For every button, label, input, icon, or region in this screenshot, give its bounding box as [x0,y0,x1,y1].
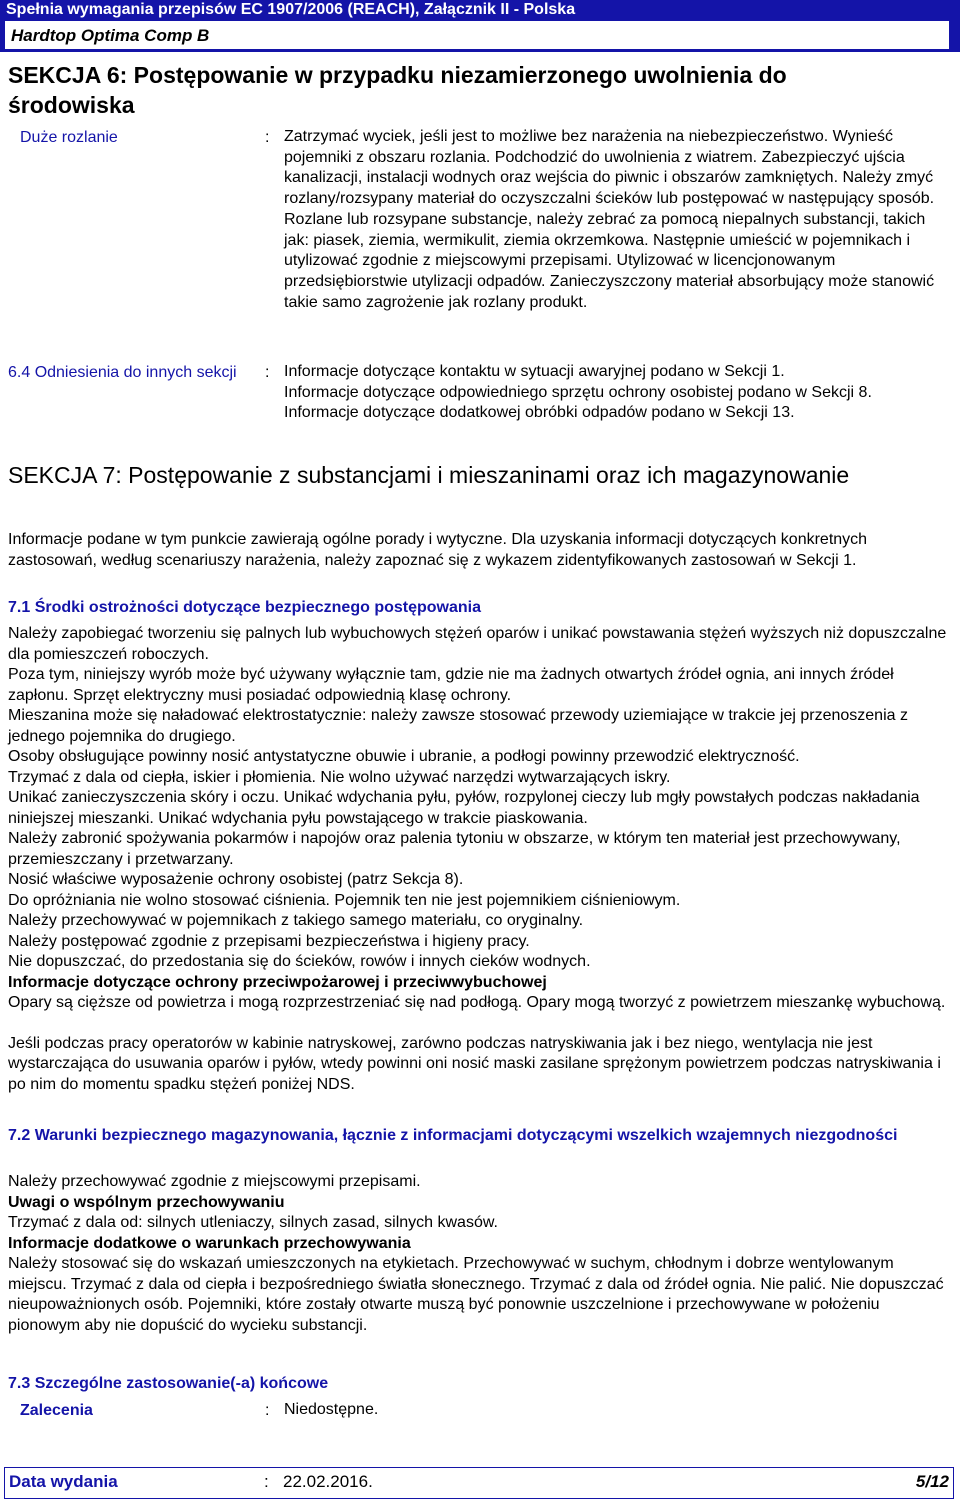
label-colon: : [265,129,270,146]
reference-line: Informacje dotyczące odpowiedniego sprzętu ochrony osobistej podano w Sekcji 8. [284,383,872,401]
common-storage-text: Trzymać z dala od: silnych utleniaczy, silnych zasad, silnych kwasów. [8,1214,498,1231]
document-header [0,0,960,52]
subsection-7-2-body [8,1172,954,1336]
section-6-title: SEKCJA 6: Postępowanie w przypadku niezamierzonego uwolnienia do środowiska [8,62,787,118]
references-label: 6.4 Odniesienia do innych sekcji [8,364,237,381]
page-number: 5/12 [915,1472,949,1491]
label-colon: : [265,1402,270,1419]
label-colon: : [264,1472,269,1491]
product-name: Hardtop Optima Comp B [11,26,210,45]
handling-line: Unikać zanieczyszczenia skóry i oczu. Unikać wdychania pyłu, pyłów, rozpylonej cieczy lub mgły powstałych podczas nakładania niniejszej mieszanki. Unikać wdychania pyłu powstającego w trakcie piaskowania. [8,789,920,827]
fire-protection-text: Opary są cięższe od powietrza i mogą rozprzestrzeniać się nad podłogą. Opary mogą tworzyć z powietrzem mieszankę wybuchową. [8,994,946,1011]
extra-storage-heading: Informacje dodatkowe o warunkach przechowywania [8,1234,411,1252]
handling-line: Poza tym, niniejszy wyrób może być używany wyłącznie tam, gdzie nie ma żadnych otwartych źródeł ognia, ani innych źródeł zapłonu. Sprzęt elektryczny musi posiadać odpowiednią klasę ochrony. [8,666,894,704]
handling-line: Należy zapobiegać tworzeniu się palnych lub wybuchowych stężeń oparów i unikać powstawania stężeń wyższych niż dopuszczalne dla pomieszczeń roboczych. [8,625,947,663]
storage-text: Należy przechowywać zgodnie z miejscowymi przepisami. [8,1173,421,1190]
spray-booth-text: Jeśli podczas pracy operatorów w kabinie natryskowej, zarówno podczas natryskiwania jak i bez niego, wentylacja nie jest wystarczająca do usuwania oparów i pyłów, wtedy powinni oni nosić maski zasilane sprężonym powietrzem podczas natryskiwania i po nim do momentu spadku stężeń poniżej NDS. [8,1034,941,1093]
fire-protection-heading: Informacje dotyczące ochrony przeciwpożarowej i przeciwwybuchowej [8,973,547,991]
handling-line: Należy postępować zgodnie z przepisami bezpieczeństwa i higieny pracy. [8,932,530,950]
large-spills-text: Zatrzymać wyciek, jeśli jest to możliwe bez narażenia na niebezpieczeństwo. Wynieść pojemniki z obszaru rozlania. Podchodzić do uwolnienia z wiatrem. Zabezpieczyć ujścia kanalizacji, instalacji wodnych oraz wejścia do piwnic i obszarów zamkniętych. Należy zmyć rozlany/rozsypany materiał do oczyszczalni ścieków lub postępować w następujący sposób. Rozlane lub rozsypane substancje, należy zebrać za pomocą niepalnych substancji, takich jak: piasek, ziemia, wermikulit, ziemia okrzemkowa. Następnie umieścić w pojemnikach i utylizować zgodnie z miejscowymi przepisami. Utylizować w licencjonowanym przedsiębiorstwie utylizacji odpadów. Zanieczyszczony materiał absorbujący może stanowić takie samo zagrożenie jak rozlany produkt. [284,128,935,311]
handling-line: Należy zabronić spożywania pokarmów i napojów oraz palenia tytoniu w obszarze, w którym ten materiał jest przechowywany, przemieszczany i przetwarzany. [8,830,901,868]
handling-line: Do opróżniania nie wolno stosować ciśnienia. Pojemnik ten nie jest pojemnikiem ciśnieniowym. [8,891,681,909]
handling-line: Nosić właściwe wyposażenie ochrony osobistej (patrz Sekcja 8). [8,871,464,888]
handling-line: Osoby obsługujące powinny nosić antystatyczne obuwie i ubranie, a podłogi powinny przewodzić elektryczność. [8,748,800,765]
recommendations-value: Niedostępne. [284,1401,379,1418]
handling-line: Trzymać z dala od ciepła, iskier i płomienia. Nie wolno używać narzędzi wytwarzających iskry. [8,768,671,786]
label-colon: : [265,364,270,381]
references-list [284,362,954,424]
handling-line: Nie dopuszczać, do przedostania się do ścieków, rowów i innych cieków wodnych. [8,953,591,970]
section-7-title: SEKCJA 7: Postępowanie z substancjami i mieszaninami oraz ich magazynowanie [8,462,850,488]
common-storage-heading: Uwagi o wspólnym przechowywaniu [8,1193,285,1211]
product-box [4,20,950,50]
large-spills-label: Duże rozlanie [20,129,118,146]
handling-line: Należy przechowywać w pojemnikach z takiego samego materiału, co oryginalny. [8,912,584,929]
section-7-intro: Informacje podane w tym punkcie zawierają ogólne porady i wytyczne. Dla uzyskania informacji dotyczących konkretnych zastosowań, według scenariuszy narażenia, należy zapoznać się z wykazem zidentyfikowanych zastosowań w Sekcji 1. [8,531,868,569]
subsection-7-1-body [8,624,954,1095]
subsection-7-3-title: 7.3 Szczególne zastosowanie(-a) końcowe [8,1375,329,1392]
subsection-7-1-title: 7.1 Środki ostrożności dotyczące bezpiecznego postępowania [8,599,481,616]
issue-date-label: Data wydania [9,1472,118,1491]
reference-line: Informacje dotyczące kontaktu w sytuacji awaryjnej podano w Sekcji 1. [284,363,785,380]
handling-line: Mieszanina może się naładować elektrostatycznie: należy zawsze stosować przewody uziemiające w trakcie jej przenoszenia z jednego pojemnika do drugiego. [8,707,908,745]
subsection-7-2-title: 7.2 Warunki bezpiecznego magazynowania, łącznie z informacjami dotyczącymi wszelkich wzajemnych niezgodności [8,1127,898,1144]
extra-storage-text: Należy stosować się do wskazań umieszczonych na etykietach. Przechowywać w suchym, chłodnym i dobrze wentylowanym miejscu. Trzymać z dala od ciepła i bezpośredniego światła słonecznego. Trzymać z dala od źródeł ognia. Nie palić. Nie dopuszczać nieupoważnionych osób. Pojemniki, które zostały otwarte muszą być ponownie uszczelnione i przechowywane w położeniu pionowym aby nie dopuścić do wycieku substancji. [8,1255,944,1334]
issue-date-value: 22.02.2016. [283,1472,373,1491]
reference-line: Informacje dotyczące dodatkowej obróbki odpadów podano w Sekcji 13. [284,404,795,422]
document-footer [4,1467,954,1499]
recommendations-label: Zalecenia [20,1402,93,1419]
regulation-title: Spełnia wymagania przepisów EC 1907/2006 (REACH), Załącznik II - Polska [6,1,576,18]
